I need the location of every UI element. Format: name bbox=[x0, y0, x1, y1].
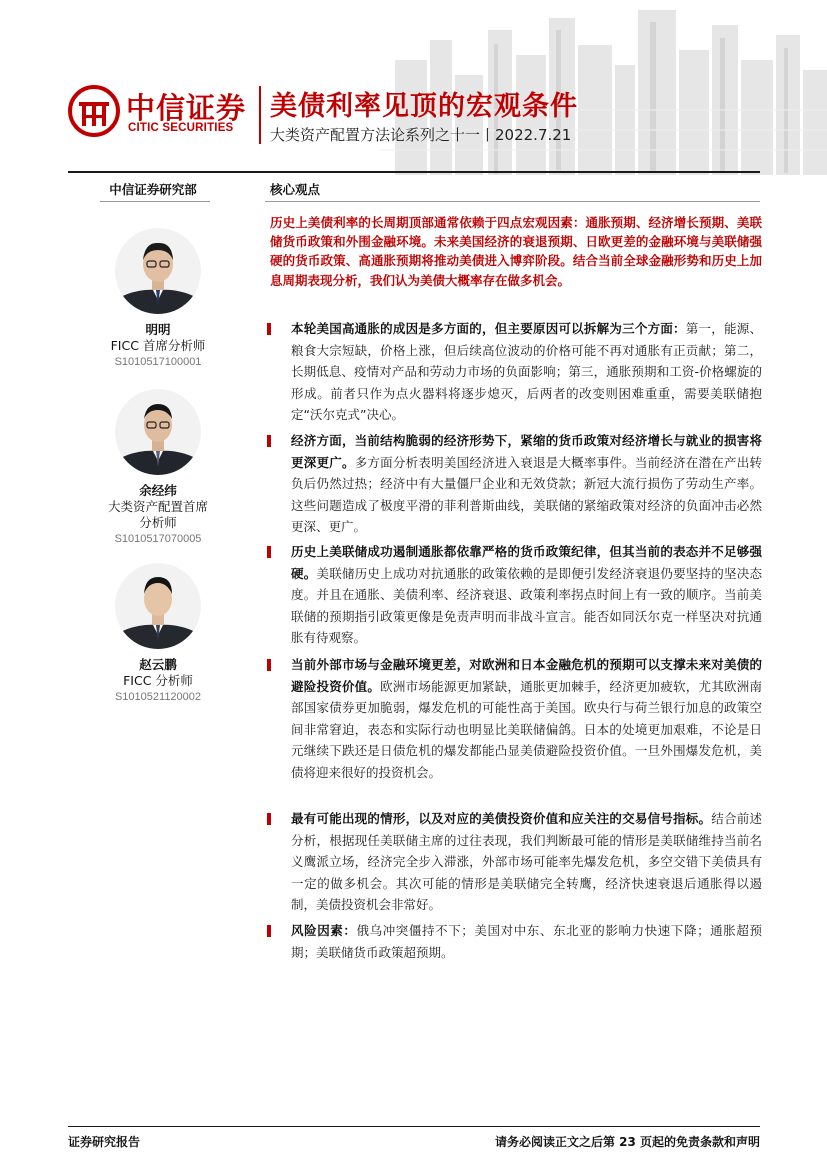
analyst-name: 明明 bbox=[145, 322, 171, 337]
key-point bbox=[270, 430, 762, 538]
analyst-photo bbox=[115, 563, 201, 649]
key-point-lead: 历史上美联储成功遏制通胀都依靠严格的货币政策纪律，但其当前的表态并不足够强硬。 bbox=[291, 544, 762, 581]
analyst-title: 大类资产配置首席分析师 bbox=[107, 499, 208, 530]
key-point-body: 第一，能源、粮食大宗短缺，价格上涨，但后续高位波动的价格可能不再对通胀有正贡献；第二，长期低息、疫情对产品和劳动力市场的负面影响；第三，通胀预期和工资-价格螺旋的形成。前者只作为点火器料将逐步熄灭，后两者的改变则困难重重，需要美联储抱定“沃尔克式”决心。 bbox=[291, 321, 762, 422]
disclaimer-notice: 请务必阅读正文之后第 23 页起的免责条款和声明 bbox=[494, 1135, 760, 1149]
key-point-lead: 当前外部市场与金融环境更差，对欧洲和日本金融危机的预期可以支撑未来对美债的避险投资价值。 bbox=[291, 657, 762, 694]
key-point-body: 多方面分析表明美国经济进入衰退是大概率事件。当前经济在潜在产出转负后仍然过热；经济中有大量僵尸企业和无效贷款；新冠大流行损伤了劳动生产率。这些问题造成了极度平滑的菲利普斯曲线，美联储的紧缩政策对经济的负面冲击必然更深、更广。 bbox=[291, 454, 762, 534]
citic-securities-logo bbox=[68, 82, 258, 142]
report-title: 美债利率见顶的宏观条件 bbox=[270, 91, 578, 122]
key-point bbox=[270, 541, 762, 649]
dept-rule bbox=[100, 201, 210, 202]
key-point-lead: 本轮美国高通胀的成因是多方面的，但主要原因可以拆解为三个方面： bbox=[291, 321, 686, 336]
key-point bbox=[270, 654, 762, 783]
key-point-lead: 经济方面，当前结构脆弱的经济形势下，紧缩的货币政策对经济增长与就业的损害将更深更广。 bbox=[291, 433, 762, 470]
analyst-card bbox=[68, 563, 248, 705]
key-summary: 历史上美债利率的长周期顶部通常依赖于四点宏观因素：通胀预期、经济增长预期、美联储货币政策和外围金融环境。未来美国经济的衰退预期、日欧更差的金融环境与美联储强硬的货币政策、高通胀预期将推动美债进入博弈阶段。结合当前全球金融形势和历史上加息周期表现分析，我们认为美债大概率存在做多机会。 bbox=[270, 215, 762, 288]
analyst-license-id: S1010517070005 bbox=[114, 533, 202, 545]
analyst-title: FICC 分析师 bbox=[123, 673, 193, 688]
core-views-rule bbox=[265, 201, 760, 202]
risk-factors-lead: 风险因素： bbox=[291, 923, 357, 938]
key-point-lead: 最有可能出现的情形，以及对应的美债投资价值和应关注的交易信号指标。 bbox=[291, 811, 712, 826]
brand-name-en: CITIC SECURITIES bbox=[128, 122, 234, 134]
key-point bbox=[270, 318, 762, 426]
brand-name-cn: 中信证券 bbox=[126, 91, 247, 125]
title-divider bbox=[259, 86, 261, 144]
analyst-card bbox=[68, 228, 248, 370]
key-point-body: 欧洲市场能源更加紧缺，通胀更加棘手，经济更加疲软，尤其欧洲南部国家债券更加脆弱，爆发危机的可能性高于美国。欧央行与荷兰银行加息的政策空间非常窘迫，表态和实际行动也明显比美联储偏鸽。日本的处境更加艰难，不论是日元继续下跌还是日债危机的爆发都能凸显美债避险投资价值。一旦外围爆发危机，美债将迎来很好的投资机会。 bbox=[291, 678, 762, 780]
footer-rule bbox=[68, 1126, 760, 1127]
bullet-marker bbox=[267, 813, 271, 825]
analyst-card bbox=[68, 389, 248, 547]
analyst-photo bbox=[115, 389, 201, 475]
analyst-license-id: S1010521120002 bbox=[114, 691, 202, 703]
key-point-body: 美联储历史上成功对抗通胀的政策依赖的是即便引发经济衰退仍要坚持的坚决态度。并且在通胀、美债利率、经济衰退、政策利率拐点时间上有一致的顺序。当前美联储的预期指引政策更像是免责声明而非战斗宣言。能否如同沃尔克一样坚决对抗通胀有待观察。 bbox=[291, 565, 762, 645]
bullet-marker bbox=[267, 546, 271, 558]
report-subtitle: 大类资产配置方法论系列之十一丨2022.7.21 bbox=[270, 126, 572, 144]
risk-factors-body: 俄乌冲突僵持不下；美国对中东、东北亚的影响力快速下降；通胀超预期；美联储货币政策超预期。 bbox=[291, 923, 762, 960]
analyst-photo bbox=[115, 228, 201, 314]
bullet-marker bbox=[267, 323, 271, 335]
bullet-marker bbox=[267, 659, 271, 671]
key-point-body: 结合前述分析，根据现任美联储主席的过往表现，我们判断最可能的情形是美联储维持当前名义鹰派立场，经济完全步入滞涨，外部市场可能率先爆发危机，多空交错下美债具有一定的做多机会。其次可能的情形是美联储完全转鹰，经济快速衰退后通胀得以遏制，美债投资机会非常好。 bbox=[291, 811, 762, 912]
bullet-marker bbox=[267, 435, 271, 447]
core-views-heading: 核心观点 bbox=[270, 182, 321, 197]
analyst-name: 余经纬 bbox=[139, 483, 177, 498]
research-dept-label: 中信证券研究部 bbox=[109, 182, 197, 197]
citic-logo-icon bbox=[68, 85, 120, 137]
analyst-name: 赵云鹏 bbox=[139, 657, 177, 672]
risk-factors bbox=[270, 920, 762, 963]
bullet-marker bbox=[267, 925, 271, 937]
report-type-label: 证券研究报告 bbox=[68, 1135, 141, 1149]
analyst-title: FICC 首席分析师 bbox=[110, 338, 206, 353]
analyst-license-id: S1010517100001 bbox=[114, 356, 202, 368]
key-point bbox=[270, 808, 762, 916]
header-rule bbox=[68, 171, 760, 173]
